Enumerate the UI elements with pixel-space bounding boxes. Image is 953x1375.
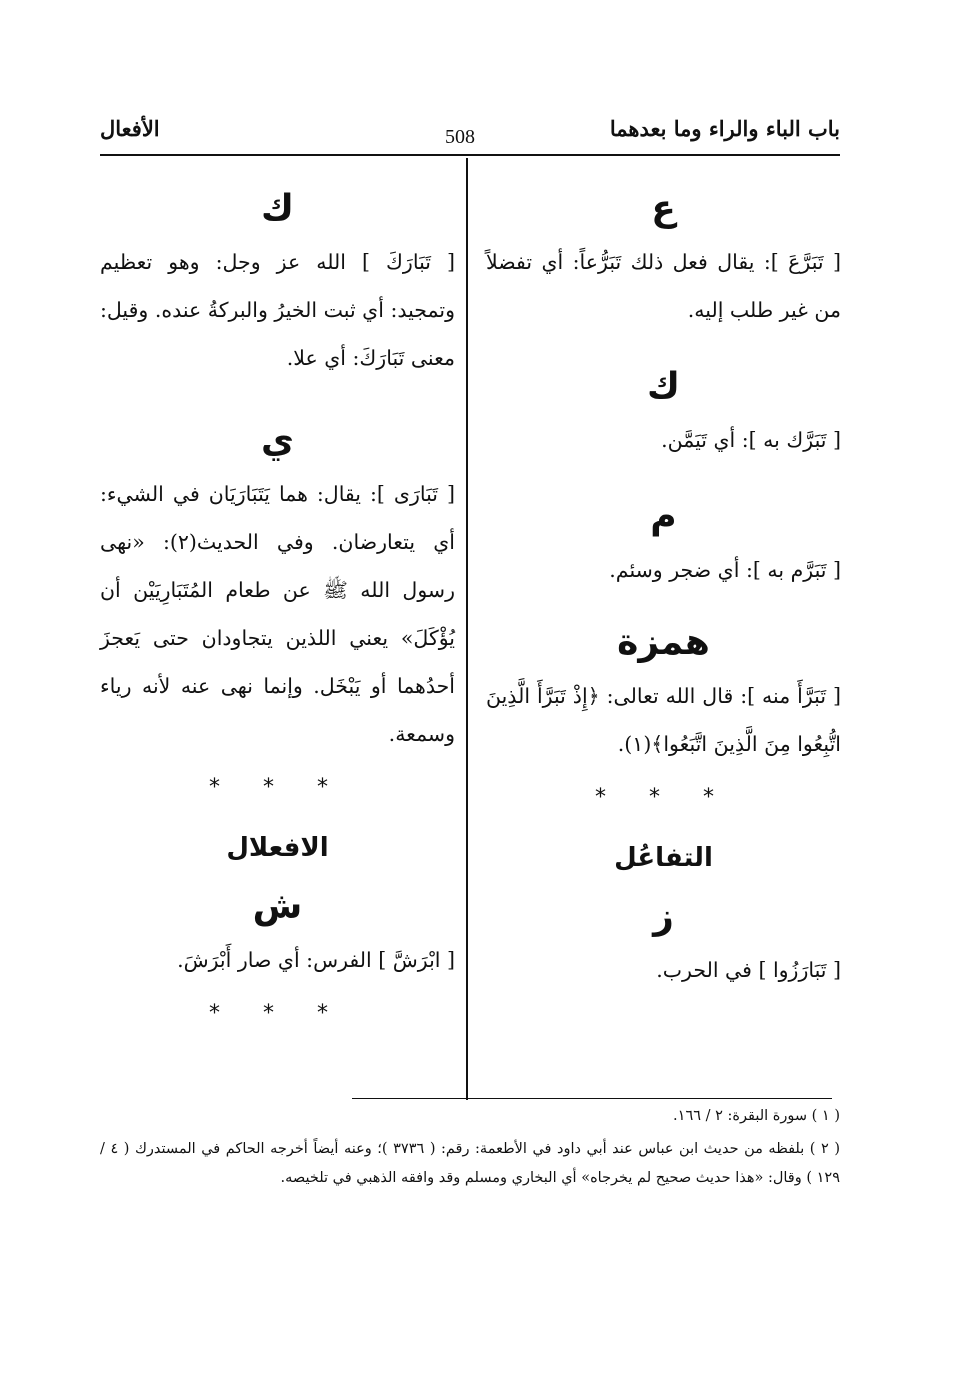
entry-tabarak: [ تَبَارَكَ ] الله عز وجل: وهو تعظيم وتمجيد: أي ثبت الخيرُ والبركةُ عنده. وقيل: معنى تَبَارَكَ: أي علا. [100,250,455,370]
letter-heading-ain: ع [651,188,676,229]
entry-tabara: [ تَبَارَى ]: يقال: هما يَتَبَارَيَان في الشيء: أي يتعارضان. وفي الحديث(٢): «نهى رسول الله ﷺ عن طعام المُتَبَارِيَيْن أن يُؤْكَلَ» يعني اللذين يتجاودان حتى يَعجزَ أحدُهما أو يَبْخَل. وإنما نهى عنه لأنه رياء وسمعة. [100,482,455,746]
footnote-2: ( ٢ ) بلفظه من حديث ابن عباس عند أبي داود في الأطعمة: رقم: ( ٣٧٣٦ )؛ وعنه أيضاً أخرجه الحاكم في المستدرك ( ٤ / ١٢٩ ) وقال: «هذا حديث صحيح لم يخرجاه» أي البخاري ومسلم وقد وافقه الذهبي في تلخيصه. [100,1141,840,1186]
section-running-title: الأفعال [100,116,160,141]
chapter-title: باب الباء والراء وما بعدهما [609,116,840,141]
section-title-ifilal: الافعلال [226,833,329,863]
entry-tabarazu: [ تَبَارَزُوا ] في الحرب. [656,958,841,982]
page-number: 508 [445,126,475,148]
section-separator-stars: * * * [595,785,732,810]
letter-heading-kaf-left: ك [261,188,294,229]
letter-heading-shin: ش [252,886,303,927]
left-column [100,160,455,1044]
letter-heading-hamza: همزة [617,622,710,663]
column-divider [466,158,468,1100]
entry-ibrasha: [ ابْرَشَّ ] الفرس: أي صار أَبْرَشَ. [177,948,455,972]
letter-heading-ya: ي [261,420,294,461]
page-header [100,112,840,156]
section-separator-stars-2: * * * [209,1001,346,1026]
section-title-tafaul: التفاعُل [614,843,713,873]
letter-heading-kaf: ك [647,366,680,407]
entry-tabarram: [ تَبَرَّم به ]: أي ضجر وسئم. [609,558,841,582]
right-column [486,160,841,994]
letter-heading-mim: م [650,496,677,537]
letter-heading-zay: ز [653,896,674,937]
footnotes [100,1102,840,1197]
footnote-rule [352,1098,832,1099]
entry-tabarrak: [ تَبَرَّك به ]: أي تَيَمَّن. [661,428,841,452]
entry-tabarraa-minhu: [ تَبَرَّأَ منه ]: قال الله تعالى: ﴿إِذْ تَبَرَّأَ الَّذِينَ اتُّبِعُوا مِنَ الَّذِينَ اتَّبَعُوا﴾(١). [486,684,841,756]
section-separator-stars-1: * * * [209,775,346,800]
entry-tabarraa: [ تَبَرَّعَ ]: يقال فعل ذلك تَبَرُّعاً: أي تفضلاً من غير طلب إليه. [486,250,841,322]
footnote-1: ( ١ ) سورة البقرة: ٢ / ١٦٦. [673,1108,840,1124]
